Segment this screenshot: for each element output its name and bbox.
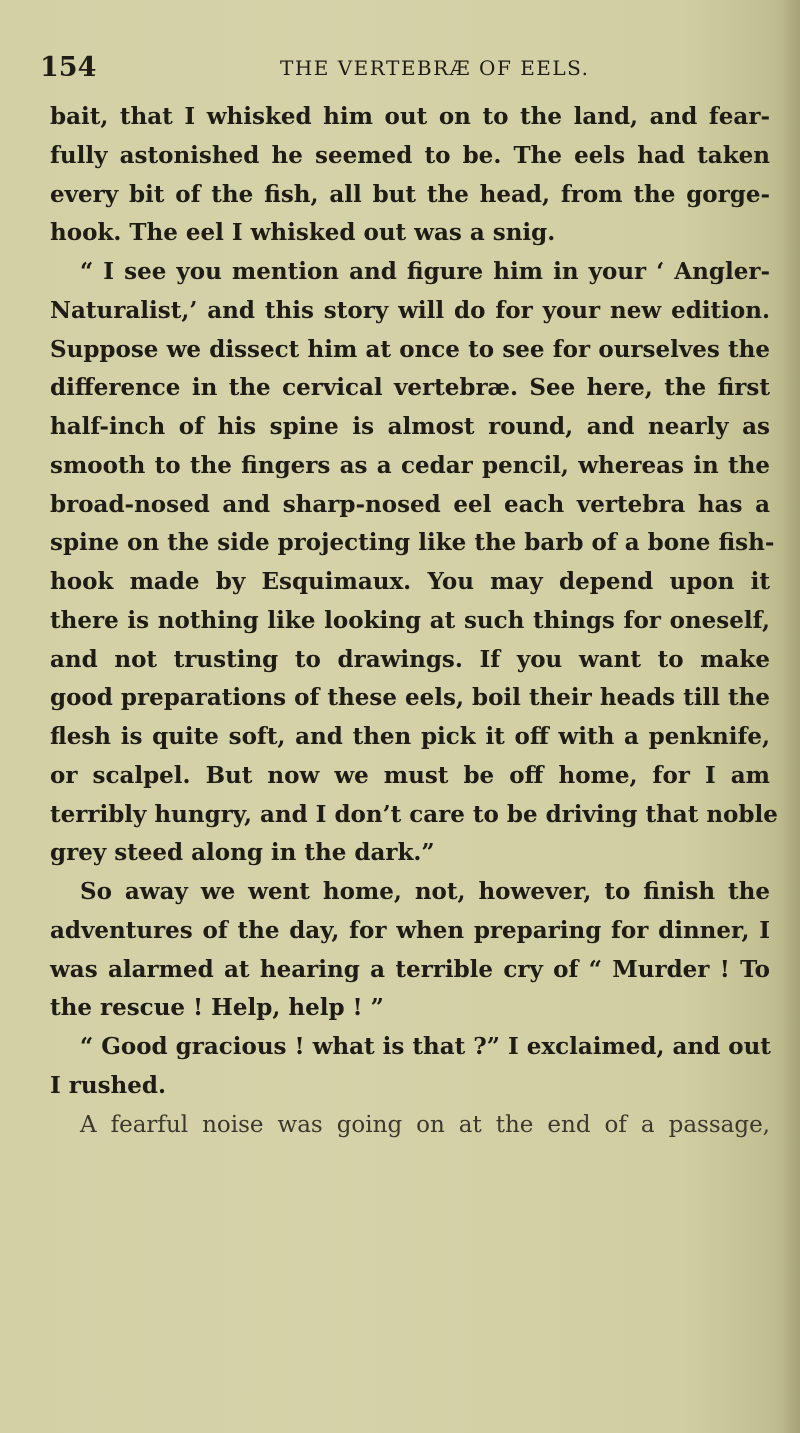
text-line: hook made by Esquimaux. You may depend upon it: [50, 568, 770, 595]
text-line: fully astonished he seemed to be. The eels had taken: [50, 141, 770, 169]
text-line: hook. The eel I whisked out was a snig.: [50, 219, 556, 247]
text-line: the rescue ! Help, help ! ”: [50, 994, 384, 1022]
text-line: there is nothing like looking at such things for oneself,: [50, 606, 770, 634]
page-edge-shadow: [782, 0, 800, 1433]
text-line: Naturalist,’ and this story will do for your new edition.: [50, 296, 770, 324]
text-line: “ Good gracious ! what is that ?” I exclaimed, and out: [80, 1033, 771, 1060]
text-line: good preparations of these eels, boil their heads till the: [50, 684, 770, 712]
text-line: grey steed along in the dark.”: [50, 839, 435, 867]
text-line: half-inch of his spine is almost round, and nearly as: [50, 413, 770, 440]
text-line: broad-nosed and sharp-nosed eel each vertebra has a: [50, 490, 770, 518]
text-line: every bit of the fish, all but the head, from the gorge-: [50, 180, 770, 208]
body-text: [50, 98, 778, 1144]
text-line: flesh is quite soft, and then pick it off with a penknife,: [50, 723, 770, 750]
text-line: So away we went home, not, however, to finish the: [80, 878, 770, 905]
text-line: adventures of the day, for when preparing for dinner, I: [50, 916, 770, 944]
running-head: THE VERTEBRÆ OF EELS.: [280, 56, 590, 80]
text-line: “ I see you mention and figure him in your ‘ Angler-: [80, 258, 770, 285]
text-line: smooth to the fingers as a cedar pencil, whereas in the: [50, 451, 770, 479]
text-line: bait, that I whisked him out on to the land, and fear-: [50, 103, 770, 130]
page-number: 154: [40, 52, 97, 83]
text-line: or scalpel. But now we must be off home, for I am: [50, 761, 770, 789]
page-header: [40, 48, 770, 88]
text-line: and not trusting to drawings. If you want to make: [50, 645, 770, 673]
text-line: terribly hungry, and I don’t care to be driving that noble: [50, 800, 778, 828]
text-line: was alarmed at hearing a terrible cry of “ Murder ! To: [50, 955, 770, 983]
text-line: A fearful noise was going on at the end of a passage,: [80, 1111, 770, 1138]
text-line: difference in the cervical vertebræ. See here, the first: [50, 374, 770, 402]
text-line: I rushed.: [50, 1071, 166, 1099]
text-line: Suppose we dissect him at once to see for ourselves the: [50, 335, 770, 363]
text-line: spine on the side projecting like the barb of a bone fish-: [50, 529, 775, 557]
